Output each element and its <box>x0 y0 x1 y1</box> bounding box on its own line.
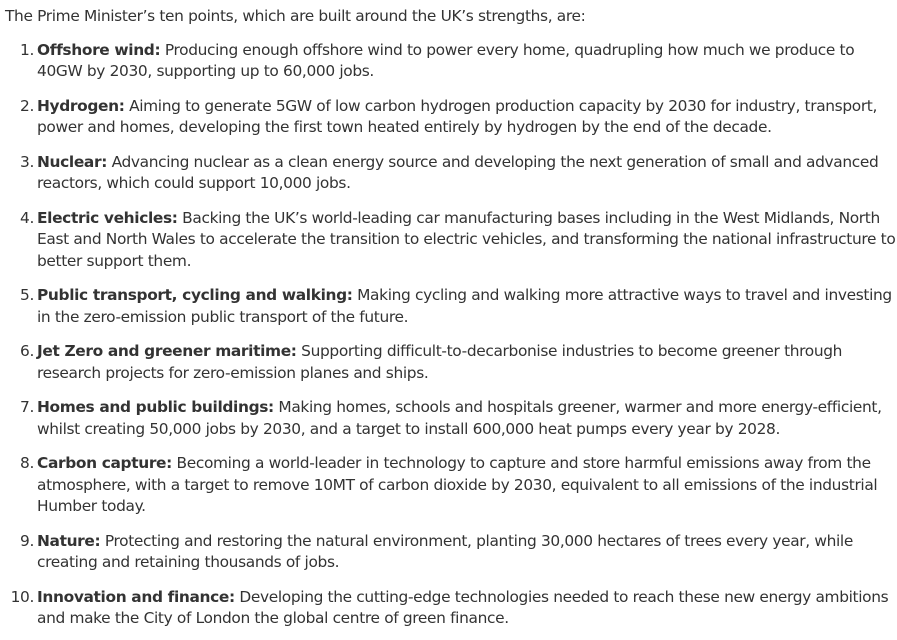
list-number: 2. <box>20 96 34 115</box>
point-description: Producing enough offshore wind to power every home, quadrupling how much we produce to 40GW by 2030, supporting up to 60,000 jobs. <box>37 40 855 80</box>
point-description: Supporting difficult-to-decarbonise industries to become greener through research projects for zero-emission planes and ships. <box>37 342 843 382</box>
list-item-nuclear <box>5 152 897 195</box>
list-item-offshore-wind <box>5 40 897 83</box>
list-number: 10. <box>10 587 34 606</box>
point-title: Public transport, cycling and walking: <box>37 286 353 304</box>
point-description: Protecting and restoring the natural environment, planting 30,000 hectares of trees every year, while creating and retaining thousands of jobs. <box>37 531 853 571</box>
ten-points-list <box>5 40 897 630</box>
point-description: Backing the UK’s world-leading car manufacturing bases including in the West Midlands, North East and North Wales to accelerate the transition to electric vehicles, and transforming the national infrastructure to better support them. <box>37 208 896 270</box>
list-number: 9. <box>20 531 34 550</box>
list-item-public-transport <box>5 285 897 328</box>
list-number: 4. <box>20 208 34 227</box>
point-title: Homes and public buildings: <box>37 398 274 416</box>
list-number: 8. <box>20 454 34 472</box>
point-title: Hydrogen: <box>37 96 125 115</box>
intro-paragraph: The Prime Minister’s ten points, which are built around the UK’s strengths, are: <box>5 7 586 25</box>
point-description: Developing the cutting-edge technologies needed to reach these new energy ambitions and make the City of London the global centre of green finance. <box>37 587 889 627</box>
list-item-innovation-finance <box>5 587 897 630</box>
point-title: Nuclear: <box>37 152 108 171</box>
list-item-carbon-capture <box>5 453 897 518</box>
list-number: 1. <box>20 40 34 59</box>
point-title: Jet Zero and greener maritime: <box>37 342 297 360</box>
point-description: Aiming to generate 5GW of low carbon hydrogen production capacity by 2030 for industry, transport, power and homes, developing the first town heated entirely by hydrogen by the end of the decade. <box>37 96 878 136</box>
list-number: 3. <box>20 152 34 171</box>
list-number: 6. <box>20 342 34 360</box>
point-title: Nature: <box>37 531 101 550</box>
point-title: Electric vehicles: <box>37 208 178 227</box>
list-item-hydrogen <box>5 96 897 139</box>
point-title: Innovation and finance: <box>37 587 235 606</box>
point-title: Offshore wind: <box>37 40 161 59</box>
point-description: Advancing nuclear as a clean energy source and developing the next generation of small and advanced reactors, which could support 10,000 jobs. <box>37 152 879 192</box>
list-item-nature <box>5 531 897 574</box>
point-description: Making cycling and walking more attractive ways to travel and investing in the zero-emission public transport of the future. <box>37 286 892 326</box>
point-description: Making homes, schools and hospitals greener, warmer and more energy-efficient, whilst creating 50,000 jobs by 2030, and a target to install 600,000 heat pumps every year by 2028. <box>37 398 882 438</box>
list-number: 5. <box>20 286 34 304</box>
point-description: Becoming a world-leader in technology to capture and store harmful emissions away from the atmosphere, with a target to remove 10MT of carbon dioxide by 2030, equivalent to all emissions of the industrial Humber today. <box>37 454 878 515</box>
list-item-homes-buildings <box>5 397 897 440</box>
list-number: 7. <box>20 398 34 416</box>
point-title: Carbon capture: <box>37 454 172 472</box>
list-item-jet-zero <box>5 341 897 384</box>
list-item-electric-vehicles <box>5 208 897 273</box>
